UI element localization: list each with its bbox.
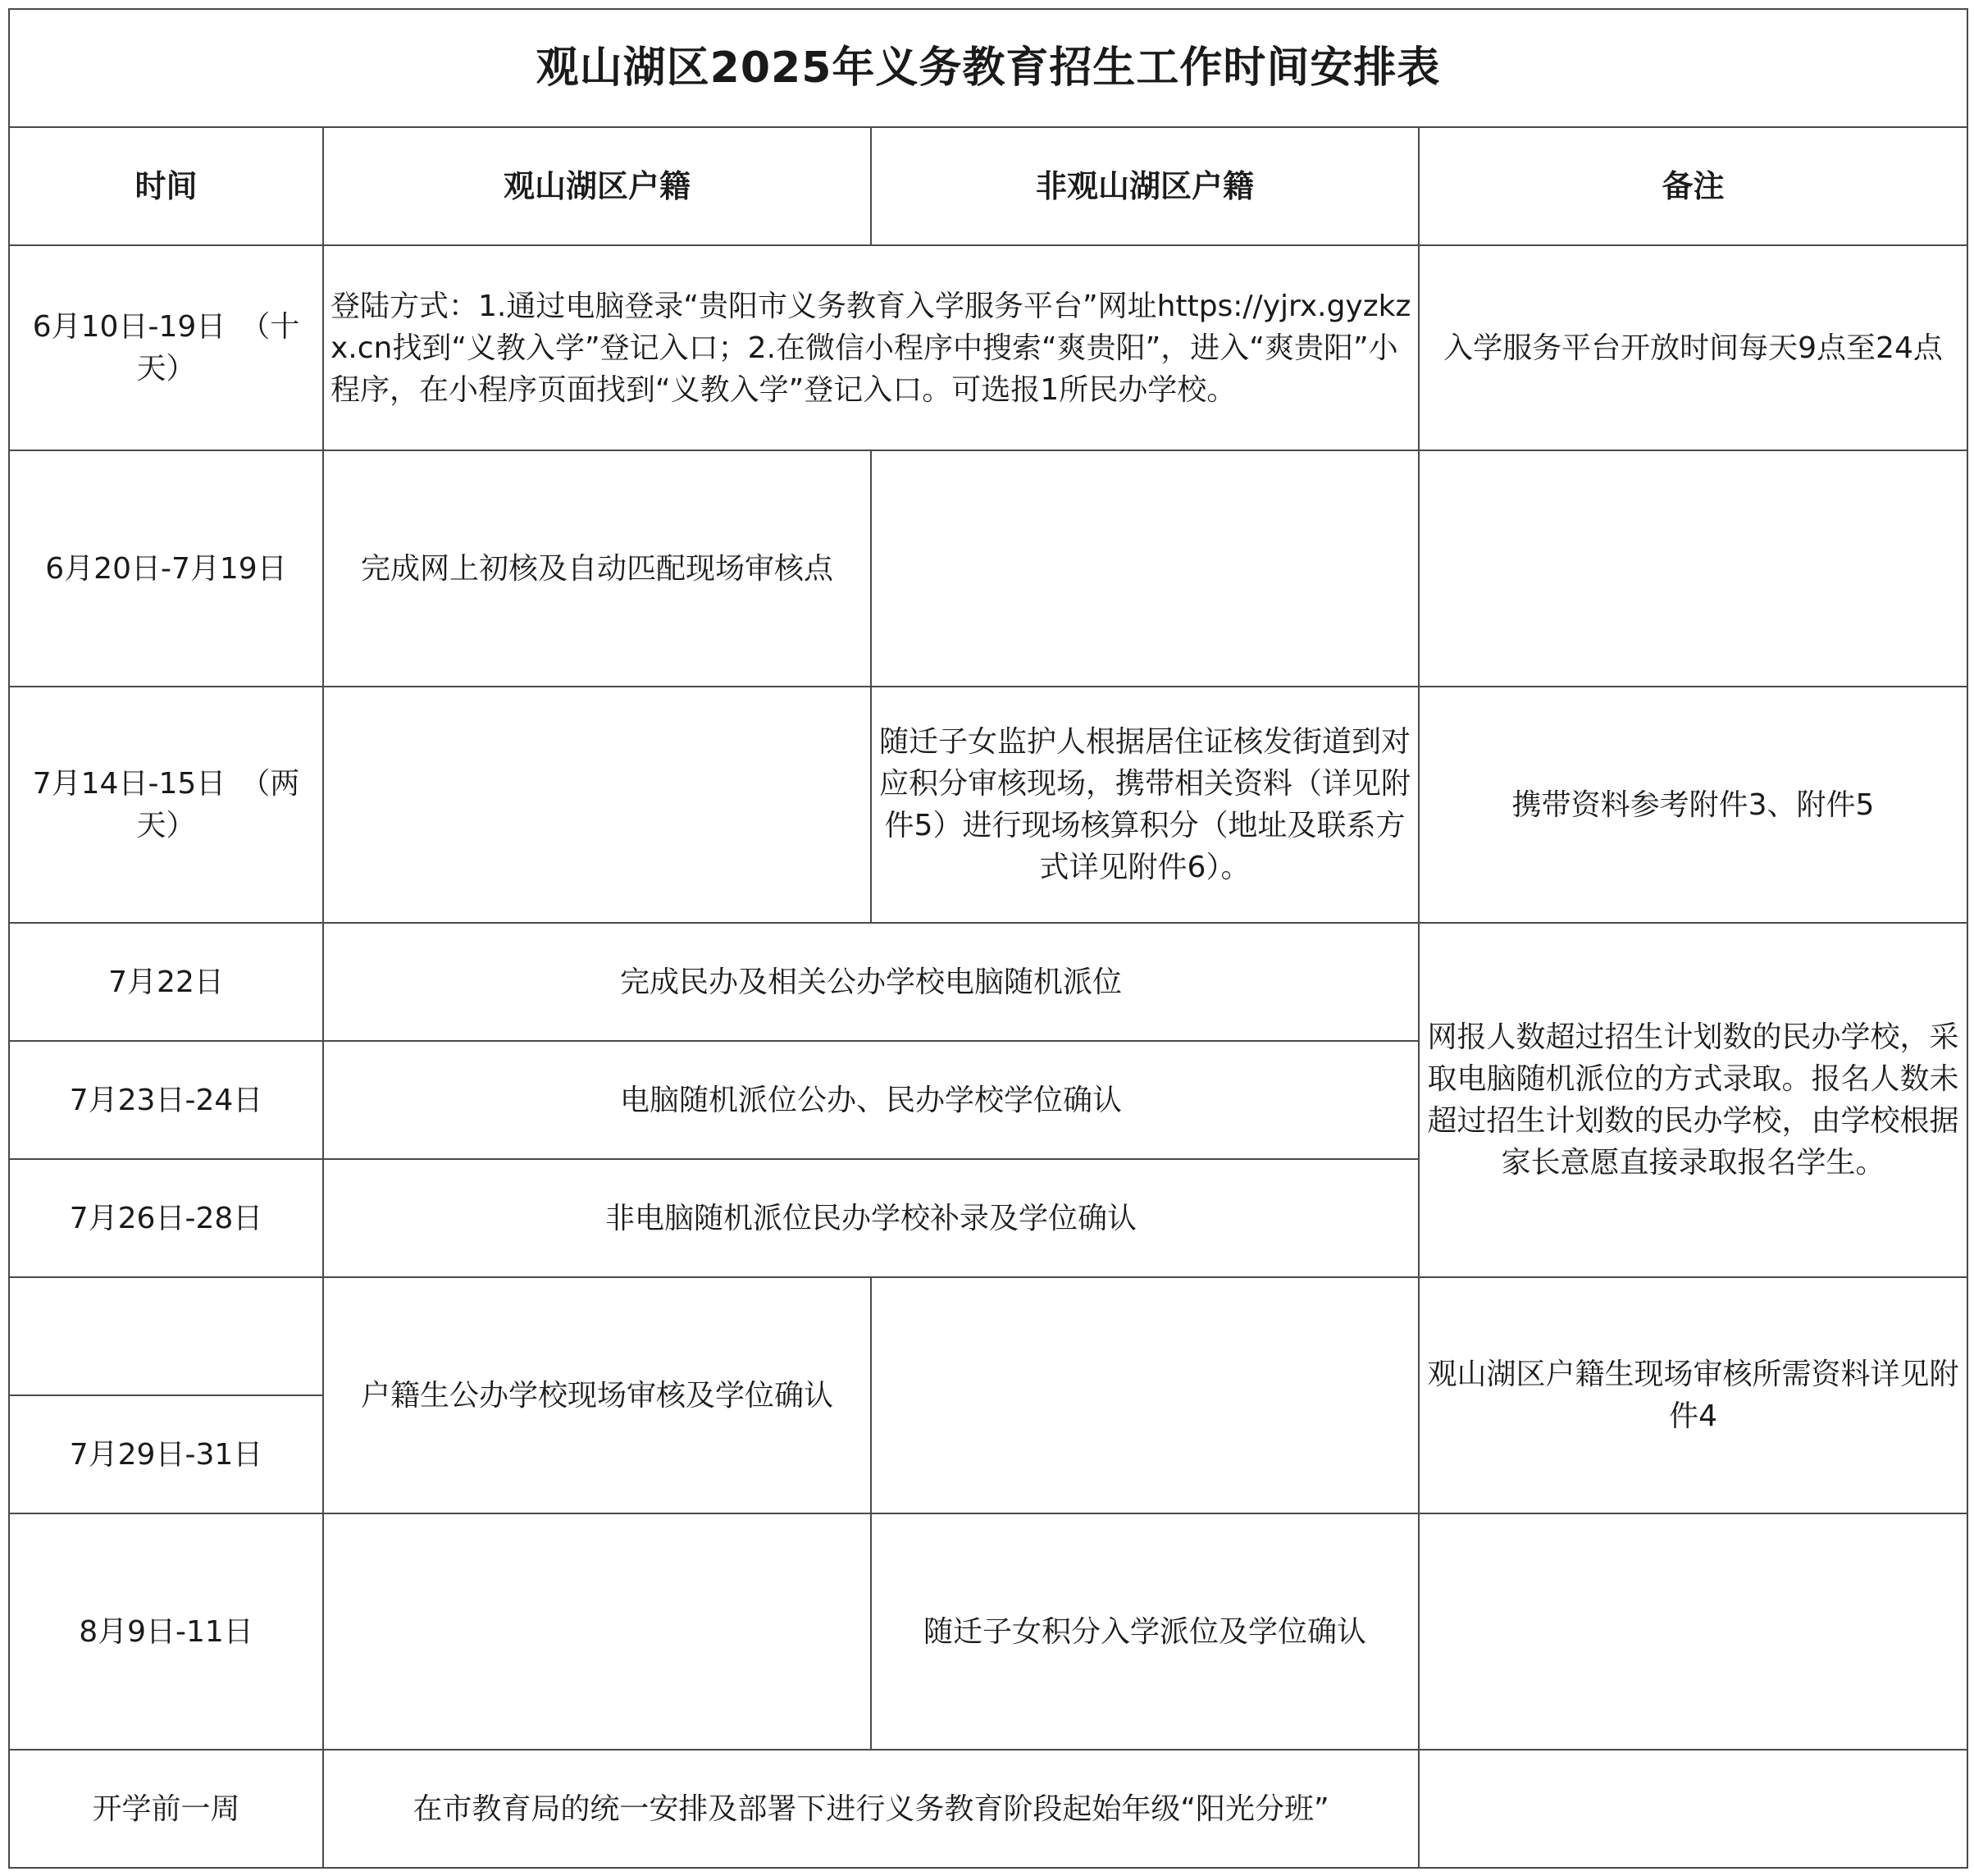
header-remark: 备注 [1419,127,1967,245]
remark-cell: 携带资料参考附件3、附件5 [1419,687,1967,923]
local-hukou-cell: 户籍生公办学校现场审核及学位确认 [323,1277,871,1513]
time-cell [9,1277,323,1395]
table-row [9,450,1967,687]
local-hukou-cell [323,1513,871,1750]
title-row [9,9,1967,127]
header-local-hukou: 观山湖区户籍 [323,127,871,245]
nonlocal-hukou-cell: 随迁子女监护人根据居住证核发街道到对应积分审核现场，携带相关资料（详见附件5）进行现场核算积分（地址及联系方式详见附件6）。 [871,687,1419,923]
header-row [9,127,1967,245]
time-cell: 6月10日-19日 （十天） [9,245,323,450]
local-hukou-cell [323,687,871,923]
remark-cell: 入学服务平台开放时间每天9点至24点 [1419,245,1967,450]
remark-cell [1419,1513,1967,1750]
header-time: 时间 [9,127,323,245]
nonlocal-hukou-cell: 随迁子女积分入学派位及学位确认 [871,1513,1419,1750]
merged-task-cell: 电脑随机派位公办、民办学校学位确认 [323,1041,1419,1159]
time-cell: 8月9日-11日 [9,1513,323,1750]
table-row [9,1513,1967,1750]
time-cell: 7月26日-28日 [9,1159,323,1277]
schedule-table [8,8,1968,1869]
table-row [9,687,1967,923]
table-row [9,923,1967,1041]
time-cell: 开学前一周 [9,1750,323,1868]
merged-task-cell: 完成民办及相关公办学校电脑随机派位 [323,923,1419,1041]
remark-cell [1419,1750,1967,1868]
time-cell: 7月14日-15日 （两天） [9,687,323,923]
time-cell: 7月23日-24日 [9,1041,323,1159]
merged-task-cell: 非电脑随机派位民办学校补录及学位确认 [323,1159,1419,1277]
time-cell: 6月20日-7月19日 [9,450,323,687]
header-nonlocal-hukou: 非观山湖区户籍 [871,127,1419,245]
local-hukou-cell: 完成网上初核及自动匹配现场审核点 [323,450,871,687]
table-row [9,1277,1967,1395]
time-cell: 7月29日-31日 [9,1395,323,1513]
nonlocal-hukou-cell [871,1277,1419,1513]
remark-cell: 观山湖区户籍生现场审核所需资料详见附件4 [1419,1277,1967,1513]
table-row [9,1750,1967,1868]
table-row [9,245,1967,450]
registration-method-cell: 登陆方式：1.通过电脑登录“贵阳市义务教育入学服务平台”网址https://yjrx.gyzkzx.cn找到“义教入学”登记入口；2.在微信小程序中搜索“爽贵阳”，进入“爽贵阳”小程序，在小程序页面找到“义教入学”登记入口。可选报1所民办学校。 [323,245,1419,450]
nonlocal-hukou-cell [871,450,1419,687]
merged-task-cell: 在市教育局的统一安排及部署下进行义务教育阶段起始年级“阳光分班” [323,1750,1419,1868]
table-title: 观山湖区2025年义务教育招生工作时间安排表 [9,9,1967,127]
random-allocation-remark-cell: 网报人数超过招生计划数的民办学校，采取电脑随机派位的方式录取。报名人数未超过招生计划数的民办学校，由学校根据家长意愿直接录取报名学生。 [1419,923,1967,1277]
time-cell: 7月22日 [9,923,323,1041]
remark-cell [1419,450,1967,687]
